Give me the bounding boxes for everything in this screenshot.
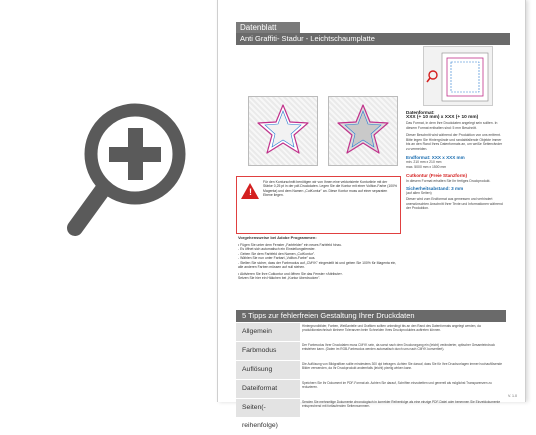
tip-row <box>236 399 506 429</box>
datenformat-heading: Datenformat: <box>406 110 435 115</box>
datenformat-text: Das Format, in dem Ihre Druckdaten angelegt sein sollten. In diesem Format enthalten sind: 5 mm Beschnitt. <box>406 121 498 130</box>
sicherheit-text: Dieser wird vom Endformat aus gemessen und verhindert unerwünschten Anschnitt Ihrer Texte und Informationen während der Produktion. <box>406 196 503 211</box>
datasheet-page <box>217 0 526 429</box>
tip-text: Senden Sie mehrseitige Dokumente chronologisch in korrekter Reihenfolge als eine einzige PDF-Datei oder benennen Sie Einzeldokumente entsprechend mit fortlaufenden Seitennummern. <box>302 400 501 409</box>
doc-subtitle: Anti Graffiti- Stadur - Leichtschaumplatte <box>236 33 510 45</box>
cutkontur-heading: Cutkontur (Freie Stanzform) <box>406 172 467 178</box>
doc-title: Datenblatt <box>236 22 300 33</box>
guide-line: - Es öffnet sich automatisch ein Einstellungsfenster. <box>238 247 316 251</box>
tip-label: Farbmodus <box>236 342 300 360</box>
tip-label: Dateiformat <box>236 380 300 398</box>
hinweis-text: Dieser Beschnitt wird während der Produktion von uns entfernt. Bitte legen Sie Hintergründe und randabfallende Objekte immer bis an den Rand Ihres Datenformats an, um weiße Seitenränder zu vermeiden. <box>406 133 503 151</box>
tip-text: Speichern Sie Ihr Dokument im PDF-Format ab. Achten Sie darauf, Schriften einzubetten und generell als möglichst Transparenzen zu reduzieren. <box>302 381 492 390</box>
endformat-min: min. 210 mm x 210 mm <box>406 159 442 164</box>
tip-text: Die Auflösung von Bildgrafiken sollte mindestens 300 dpi betragen. Achten Sie darauf, dass Sie für Ihre Druckvorlagen immer hochauflösende Bilder verwenden, da Ihr Druckprodukt andernfalls (leicht) pixelig wirken kann. <box>302 362 503 371</box>
guide-heading: Vorgehensweise bei Adobe Programmen: <box>238 235 317 240</box>
guide-line: - Wählen Sie nun unter Farbart „Vollton-Farbe" aus. <box>238 256 316 260</box>
tip-row <box>236 342 506 360</box>
sicherheit-sub: (auf allen Seiten) <box>406 191 432 196</box>
endformat-heading: Endformat: XXX x XXX mm <box>406 154 465 160</box>
zoom-in-icon[interactable] <box>66 96 192 256</box>
tip-label: Allgemein <box>236 323 300 341</box>
tip-text: Der Farbmodus Ihrer Druckdaten muss CMYK sein, da sonst nach dem Druckvorgang ein (leicht) veränderter, optischer Gesamteindruck entstehen kann. (Daten im RGB-Farbmodus werden automatisch durch uns nach CMYK konvertiert). <box>302 343 495 352</box>
tip-label: Auflösung <box>236 361 300 379</box>
cutkontur-text: In diesem Format erhalten Sie Ihr fertiges Druckprodukt. <box>406 178 491 183</box>
tips-heading: 5 Tipps zur fehlerfreien Gestaltung Ihrer Druckdaten <box>236 310 506 322</box>
datenformat-value: XXX (+ 10 mm) x XXX (+ 10 mm) <box>406 115 479 120</box>
warning-box: ! Für den Konturschnitt benötigen wir von Ihnen eine vektorisierte Konturlinie mit der Stärke 0,25 pt in der pdf-Druckdaten. Legen Sie die Kontur mit einer Vollton-Farbe (100% Magenta) und dem Namen „CutKontur" an. Diese Kontur muss auf einer separaten Ebene liegen. <box>236 176 401 234</box>
sicherheit-heading: Sicherheitsabstand: 3 mm <box>406 186 464 192</box>
guide-line: Setzen Sie hier ein Häkchen bei „Kontur überdrucken". <box>238 276 321 280</box>
guide-line: - Geben Sie dem Farbfeld den Namen „CutKontur". <box>238 251 315 256</box>
warning-text: Für den Konturschnitt benötigen wir von Ihnen eine vektorisierte Konturlinie mit der Stärke 0,25 pt in der pdf-Druckdaten. Legen Sie die Kontur mit einer Vollton-Farbe (100% Magenta) und dem Namen „CutKontur" an. Diese Kontur muss auf einer separaten Ebene liegen. <box>263 180 398 198</box>
guide-line: • Aktivieren Sie Ihre Cutkontur und öffnen Sie das Fenster »Attribute«. <box>238 271 343 276</box>
format-info-column <box>406 110 504 214</box>
star-diagram-left <box>248 96 318 166</box>
star-diagram-right <box>328 96 398 166</box>
tips-table <box>236 323 506 429</box>
tip-label: Seiten(-reihenfolge) <box>236 399 300 417</box>
guide-line: • Fügen Sie unter dem Fenster „Farbfelder" ein neues Farbfeld hinzu. <box>238 242 342 247</box>
tip-row <box>236 361 506 379</box>
tip-text: Hintergrundbilder, Farben, Weißanteile und Grafiken sollten unbedingt bis an den Rand des Datenformats angelegt werden, da produktionstechnisch kleinere Toleranzen beim Schneiden Ihres Druckproduktes auftreten können. <box>302 324 481 333</box>
format-thumbnail <box>423 46 493 106</box>
adobe-guide <box>238 236 398 281</box>
tip-row <box>236 323 506 341</box>
page-number: V. 1.0 <box>507 394 517 398</box>
guide-line: - Stellen Sie sicher, dass der Farbmodus auf „CMYK" eingestellt ist und geben Sie 100% für Magenta ein, alle anderen Farben müssen auf null stehen. <box>238 260 397 269</box>
tip-row <box>236 380 506 398</box>
endformat-max: max. 5000 mm x 1500 mm <box>406 165 447 170</box>
